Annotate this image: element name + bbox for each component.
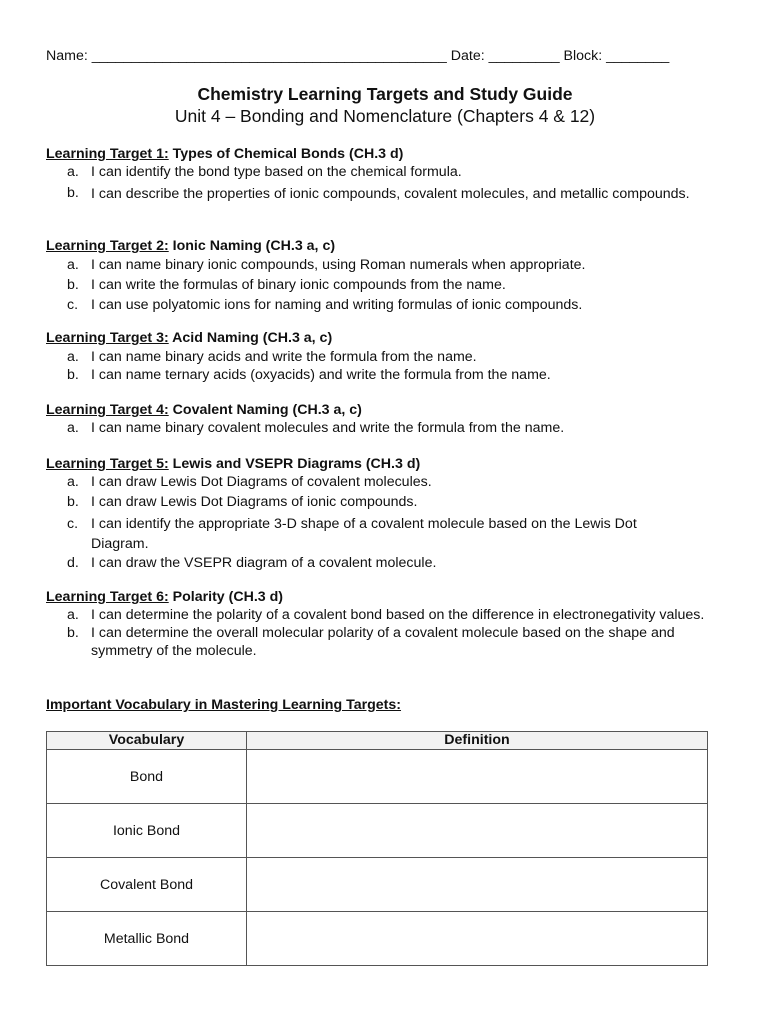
item-marker: a. — [67, 420, 79, 436]
vocabulary-term: Metallic Bond — [47, 912, 247, 966]
vocabulary-term: Ionic Bond — [47, 804, 247, 858]
item-marker: b. — [67, 185, 79, 201]
learning-target-heading — [46, 401, 736, 419]
learning-target-1 — [46, 145, 736, 205]
name-date-block-line: Name: _____________________________________________ Date: _________ Block: ________ — [46, 48, 670, 64]
item-marker: a. — [67, 349, 79, 365]
learning-target-heading — [46, 145, 736, 163]
learning-target-title: Covalent Naming (CH.3 a, c) — [168, 402, 362, 418]
definition-cell[interactable] — [247, 804, 708, 858]
item-text: I can use polyatomic ions for naming and writing formulas of ionic compounds. — [91, 297, 583, 313]
item-text: I can identify the appropriate 3-D shape of a covalent molecule based on the Lewis Dot Diagram. — [91, 516, 637, 552]
item-text: I can draw Lewis Dot Diagrams of covalent molecules. — [91, 474, 432, 490]
learning-target-label: Learning Target 5: — [46, 456, 169, 472]
item-text: I can name binary acids and write the formula from the name. — [91, 349, 477, 365]
item-marker: d. — [67, 555, 79, 571]
learning-target-heading — [46, 455, 736, 473]
column-header-vocabulary: Vocabulary — [47, 732, 247, 750]
list-item — [46, 554, 736, 572]
learning-target-items — [46, 419, 736, 437]
list-item — [46, 296, 736, 314]
learning-target-items — [46, 348, 736, 384]
learning-target-label: Learning Target 2: — [46, 238, 169, 254]
vocabulary-heading: Important Vocabulary in Mastering Learning Targets: — [46, 697, 402, 713]
list-item — [46, 606, 746, 624]
item-marker: a. — [67, 607, 79, 623]
item-text: I can name binary ionic compounds, using Roman numerals when appropriate. — [91, 257, 586, 273]
learning-target-heading — [46, 329, 736, 347]
learning-target-title: Polarity (CH.3 d) — [168, 589, 284, 605]
learning-target-label: Learning Target 3: — [46, 330, 169, 346]
item-text: I can draw Lewis Dot Diagrams of ionic compounds. — [91, 494, 418, 510]
learning-target-heading — [46, 588, 736, 606]
definition-cell[interactable] — [247, 750, 708, 804]
list-item — [46, 419, 736, 437]
item-marker: a. — [67, 257, 79, 273]
learning-target-label: Learning Target 4: — [46, 402, 169, 418]
item-text: I can identify the bond type based on the chemical formula. — [91, 164, 462, 180]
definition-cell[interactable] — [247, 858, 708, 912]
item-text: I can name binary covalent molecules and write the formula from the name. — [91, 420, 565, 436]
list-item — [46, 256, 736, 274]
learning-target-5 — [46, 455, 736, 572]
vocabulary-table — [46, 731, 708, 966]
column-header-definition: Definition — [247, 732, 708, 750]
learning-target-heading — [46, 237, 736, 255]
list-item — [46, 473, 736, 491]
learning-target-2 — [46, 237, 736, 314]
list-item — [46, 184, 701, 205]
learning-target-title: Types of Chemical Bonds (CH.3 d) — [168, 146, 404, 162]
table-header-row — [47, 732, 708, 750]
page-subtitle: Unit 4 – Bonding and Nomenclature (Chapters 4 & 12) — [174, 106, 596, 126]
learning-target-items — [46, 163, 736, 205]
list-item — [46, 624, 736, 660]
list-item — [46, 163, 736, 181]
vocabulary-term: Bond — [47, 750, 247, 804]
item-marker: c. — [67, 297, 79, 313]
learning-target-title: Ionic Naming (CH.3 a, c) — [168, 238, 336, 254]
table-row — [47, 858, 708, 912]
vocabulary-term: Covalent Bond — [47, 858, 247, 912]
learning-target-items — [46, 256, 736, 314]
learning-target-label: Learning Target 6: — [46, 589, 169, 605]
item-marker: b. — [67, 277, 79, 293]
list-item — [46, 514, 691, 554]
list-item — [46, 366, 736, 384]
table-row — [47, 750, 708, 804]
item-marker: b. — [67, 625, 79, 641]
learning-target-3 — [46, 329, 736, 384]
learning-target-items — [46, 606, 736, 660]
learning-target-label: Learning Target 1: — [46, 146, 169, 162]
item-text: I can name ternary acids (oxyacids) and write the formula from the name. — [91, 367, 551, 383]
list-item — [46, 276, 736, 294]
table-row — [47, 912, 708, 966]
item-marker: b. — [67, 367, 79, 383]
learning-target-title: Acid Naming (CH.3 a, c) — [168, 330, 333, 346]
learning-target-items — [46, 473, 736, 572]
item-marker: a. — [67, 164, 79, 180]
item-marker: b. — [67, 494, 79, 510]
definition-cell[interactable] — [247, 912, 708, 966]
list-item — [46, 493, 736, 511]
item-marker: a. — [67, 474, 79, 490]
learning-target-4 — [46, 401, 736, 437]
item-text: I can determine the overall molecular polarity of a covalent molecule based on the shape and symmetry of the molecule. — [91, 625, 675, 659]
item-text: I can write the formulas of binary ionic compounds from the name. — [91, 277, 506, 293]
item-text: I can describe the properties of ionic compounds, covalent molecules, and metallic compounds. — [91, 186, 690, 202]
learning-target-6 — [46, 588, 736, 660]
table-row — [47, 804, 708, 858]
item-text: I can determine the polarity of a covalent bond based on the difference in electronegativity values. — [91, 607, 705, 623]
list-item — [46, 348, 736, 366]
page-title: Chemistry Learning Targets and Study Guide — [197, 84, 573, 104]
item-marker: c. — [67, 516, 79, 532]
item-text: I can draw the VSEPR diagram of a covalent molecule. — [91, 555, 437, 571]
learning-target-title: Lewis and VSEPR Diagrams (CH.3 d) — [168, 456, 421, 472]
